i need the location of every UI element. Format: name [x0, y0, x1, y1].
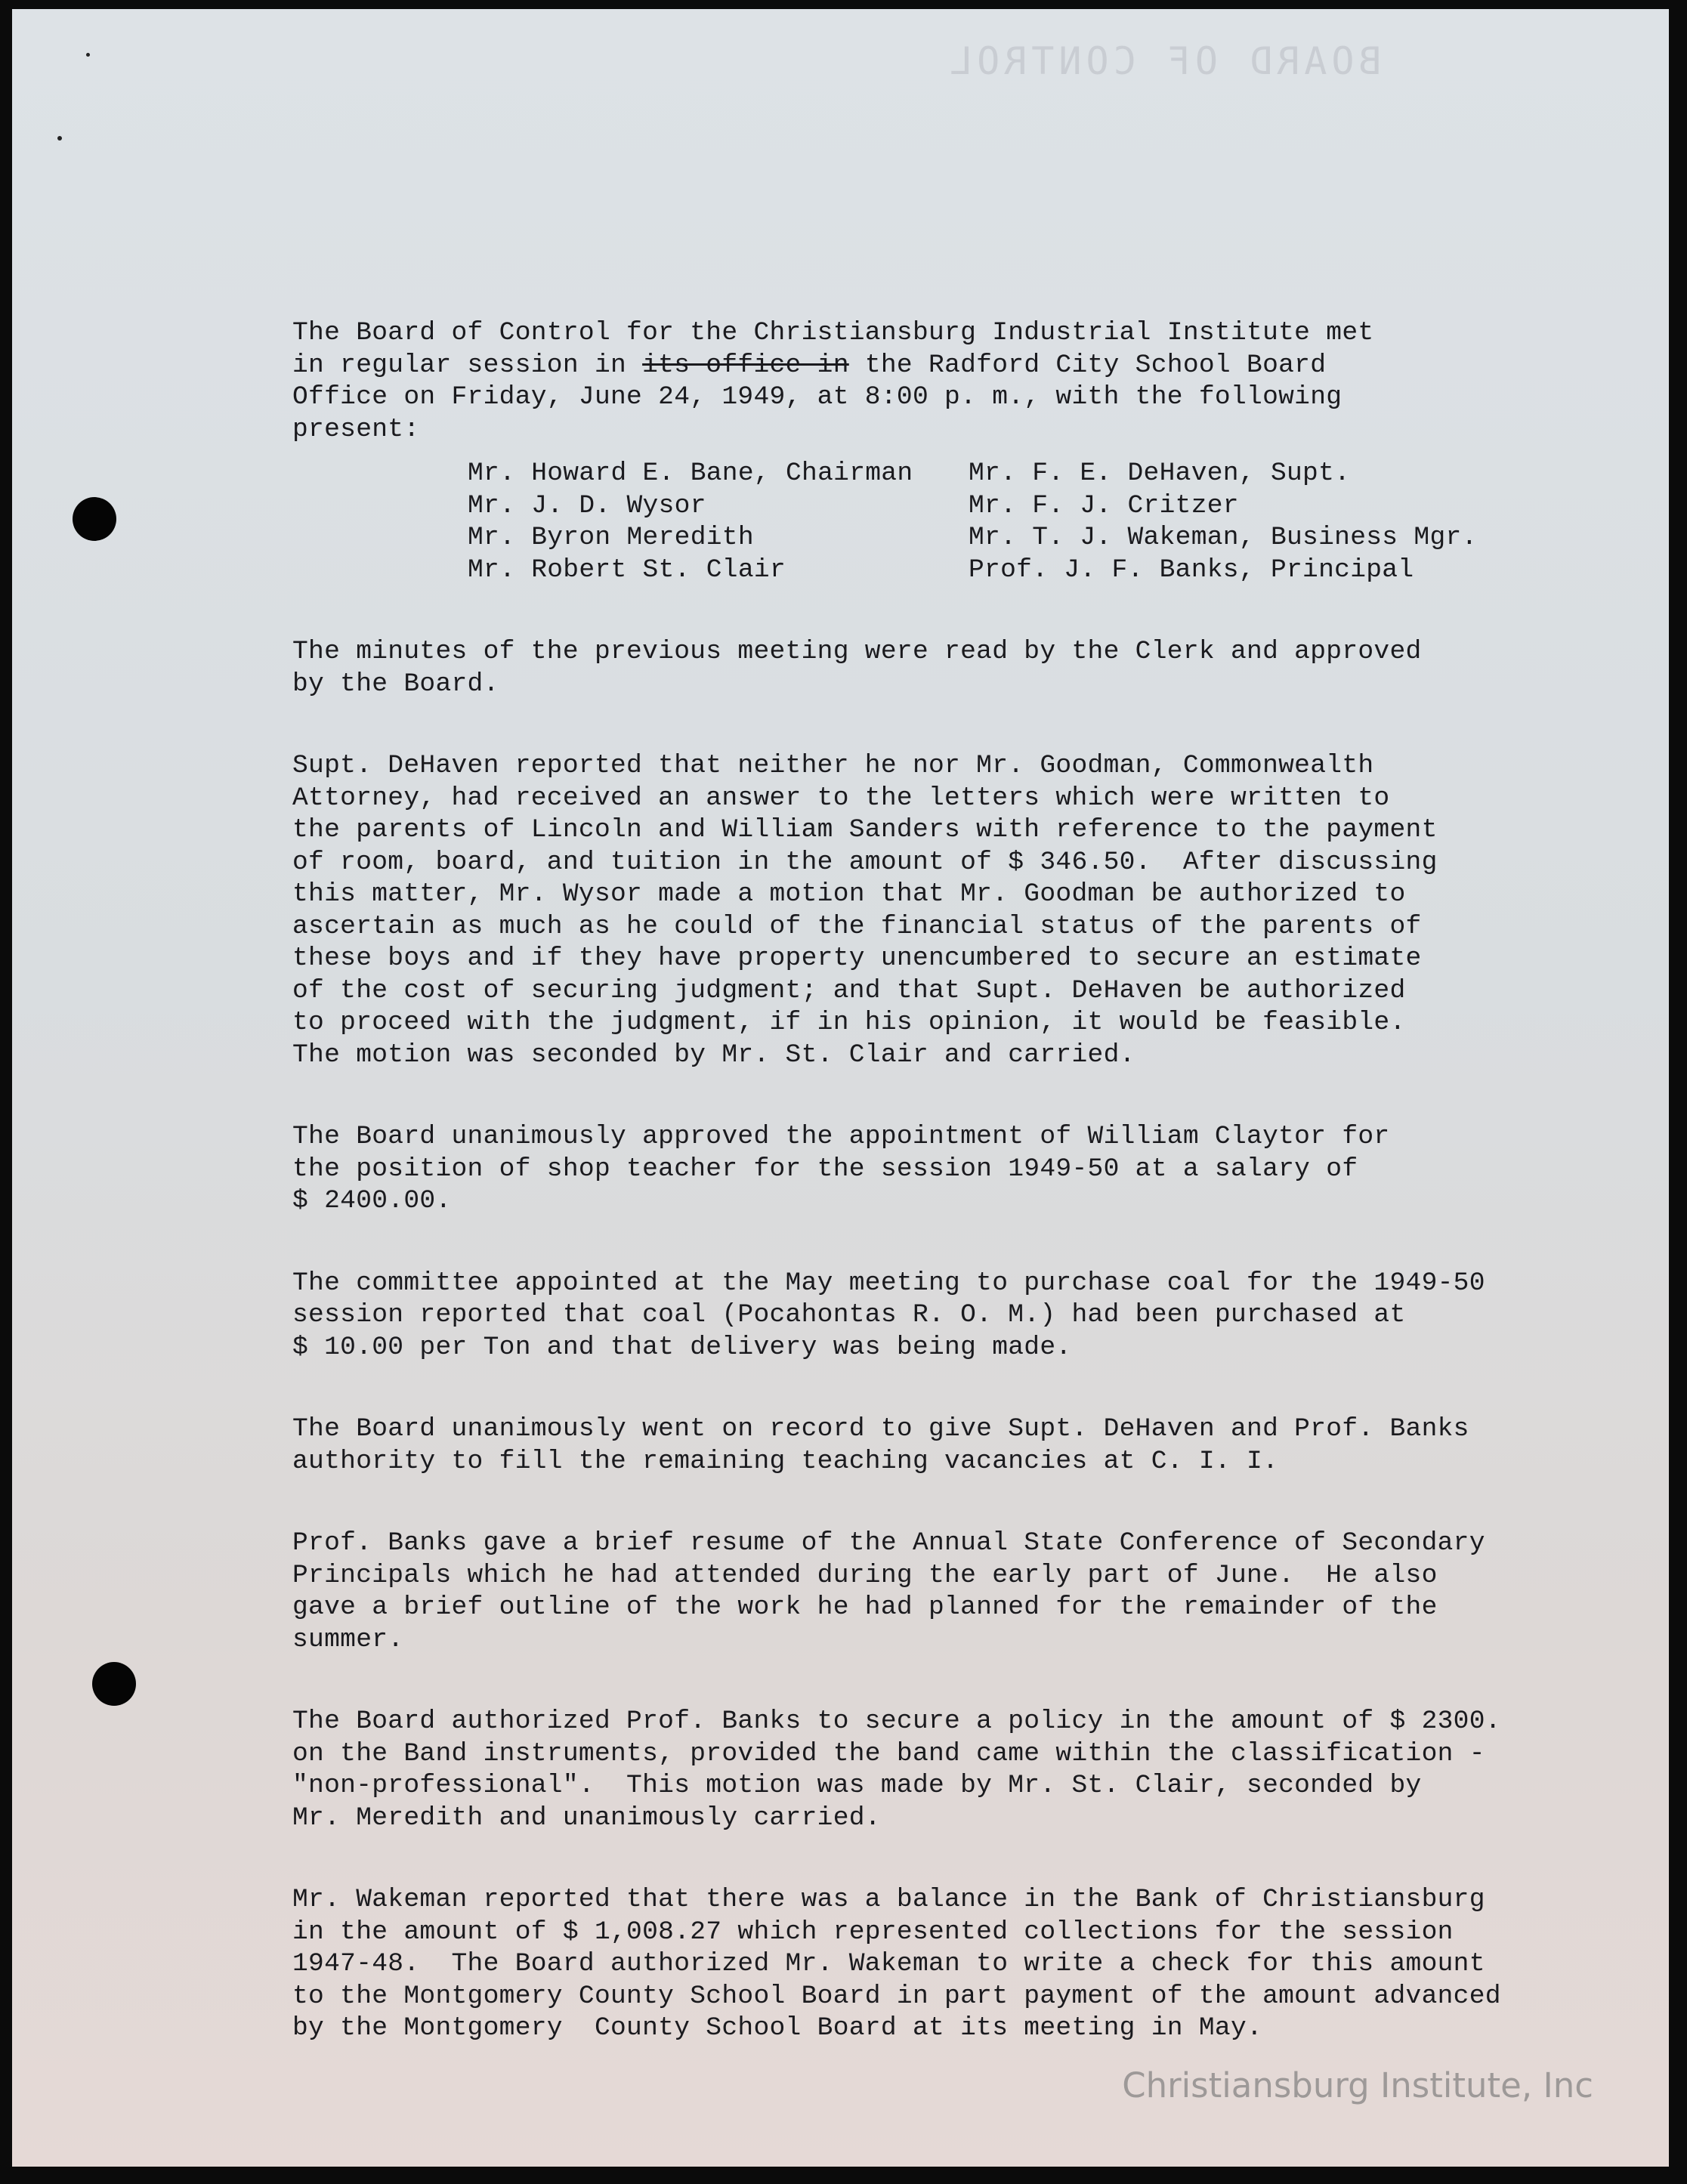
text-line: The committee appointed at the May meeting to purchase coal for the 1949-50 — [292, 1268, 1485, 1298]
text-line: in the amount of $ 1,008.27 which represented collections for the session — [292, 1917, 1454, 1947]
intro-line: present: — [292, 414, 420, 444]
paper-speck — [86, 53, 90, 57]
faint-bleedthrough-header: BOARD OF CONTROL — [945, 39, 1382, 83]
document-page — [12, 9, 1669, 2167]
text-line: The Board unanimously went on record to give Supt. DeHaven and Prof. Banks — [292, 1414, 1469, 1444]
struck-text: its office in — [642, 350, 849, 380]
intro-line: The Board of Control for the Christiansburg Industrial Institute met — [292, 318, 1374, 348]
text-line: of room, board, and tuition in the amount of $ 346.50. After discussing — [292, 847, 1438, 877]
text-line: Mr. Meredith and unanimously carried. — [292, 1802, 881, 1833]
intro-line: Office on Friday, June 24, 1949, at 8:00 p. m., with the following — [292, 382, 1342, 412]
text-line: "non-professional". This motion was made by Mr. St. Clair, seconded by — [292, 1771, 1422, 1800]
text-line: Principals which he had attended during the early part of June. He also — [292, 1560, 1438, 1590]
text-line: Prof. Banks gave a brief resume of the Annual State Conference of Secondary — [292, 1528, 1485, 1558]
intro-line — [292, 350, 1562, 382]
text-line: Mr. Wakeman reported that there was a balance in the Bank of Christiansburg — [292, 1885, 1485, 1914]
text-line: authority to fill the remaining teaching vacancies at C. I. I. — [292, 1446, 1279, 1476]
shop-teacher-paragraph — [292, 1121, 1562, 1218]
text-line: these boys and if they have property unencumbered to secure an estimate — [292, 944, 1422, 973]
paper-speck — [57, 136, 62, 141]
attendee-name: Mr. F. J. Critzer — [969, 490, 1239, 521]
text-line: the parents of Lincoln and William Sanders with reference to the payment — [292, 815, 1438, 845]
sanders-payment-paragraph — [292, 750, 1562, 1071]
text-line: The minutes of the previous meeting were read by the Clerk and approved — [292, 637, 1422, 666]
bank-balance-paragraph — [292, 1884, 1562, 2045]
text-line: The motion was seconded by Mr. St. Clair and carried. — [292, 1039, 1135, 1070]
attendee-name: Mr. J. D. Wysor — [468, 490, 706, 521]
text-line: gave a brief outline of the work he had planned for the remainder of the — [292, 1592, 1438, 1622]
attendee-name: Mr. Byron Meredith — [468, 523, 754, 552]
intro-text: in regular session in — [292, 350, 643, 380]
text-line: $ 10.00 per Ton and that delivery was being made. — [292, 1332, 1072, 1362]
punch-hole-bottom — [92, 1662, 136, 1706]
attendee-name: Mr. Robert St. Clair — [468, 554, 786, 585]
text-line: to proceed with the judgment, if in his opinion, it would be feasible. — [292, 1008, 1406, 1037]
text-line: ascertain as much as he could of the financial status of the parents of — [292, 911, 1422, 941]
text-line: summer. — [292, 1624, 404, 1654]
text-line: Attorney, had received an answer to the letters which were written to — [292, 783, 1390, 813]
text-line: to the Montgomery County School Board in part payment of the amount advanced — [292, 1981, 1501, 2011]
text-line: this matter, Mr. Wysor made a motion that Mr. Goodman be authorized to — [292, 879, 1406, 909]
text-line: by the Montgomery County School Board at its meeting in May. — [292, 2013, 1263, 2043]
text-line: session reported that coal (Pocahontas R. O. M.) had been purchased at — [292, 1300, 1406, 1330]
punch-hole-top — [73, 497, 116, 541]
minutes-approval-paragraph — [292, 636, 1562, 700]
attendee-column-left — [468, 458, 913, 586]
attendee-name: Mr. Howard E. Bane, Chairman — [468, 459, 913, 488]
text-line: $ 2400.00. — [292, 1186, 452, 1216]
attendee-name: Mr. T. J. Wakeman, Business Mgr. — [969, 523, 1478, 552]
text-line: 1947-48. The Board authorized Mr. Wakeman to write a check for this amount — [292, 1949, 1485, 1979]
text-line: by the Board. — [292, 669, 499, 699]
intro-text: the Radford City School Board — [848, 350, 1327, 380]
archive-watermark: Christiansburg Institute, Inc — [1122, 2065, 1593, 2105]
attendee-name: Mr. F. E. DeHaven, Supt. — [969, 459, 1351, 488]
attendee-column-right — [969, 458, 1478, 586]
attendee-name: Prof. J. F. Banks, Principal — [969, 554, 1414, 585]
coal-purchase-paragraph — [292, 1268, 1562, 1364]
band-insurance-paragraph — [292, 1706, 1562, 1834]
text-line: the position of shop teacher for the session 1949-50 at a salary of — [292, 1154, 1358, 1184]
text-line: on the Band instruments, provided the band came within the classification - — [292, 1738, 1485, 1769]
conference-resume-paragraph — [292, 1528, 1562, 1656]
text-line: The Board authorized Prof. Banks to secure a policy in the amount of $ 2300. — [292, 1707, 1501, 1736]
text-line: Supt. DeHaven reported that neither he nor Mr. Goodman, Commonwealth — [292, 751, 1374, 780]
attendee-list — [292, 458, 1562, 586]
text-line: The Board unanimously approved the appointment of William Claytor for — [292, 1122, 1390, 1151]
minutes-body — [292, 317, 1562, 2045]
text-line: of the cost of securing judgment; and that Supt. DeHaven be authorized — [292, 975, 1406, 1006]
teaching-vacancies-paragraph — [292, 1413, 1562, 1478]
intro-paragraph — [292, 317, 1562, 446]
